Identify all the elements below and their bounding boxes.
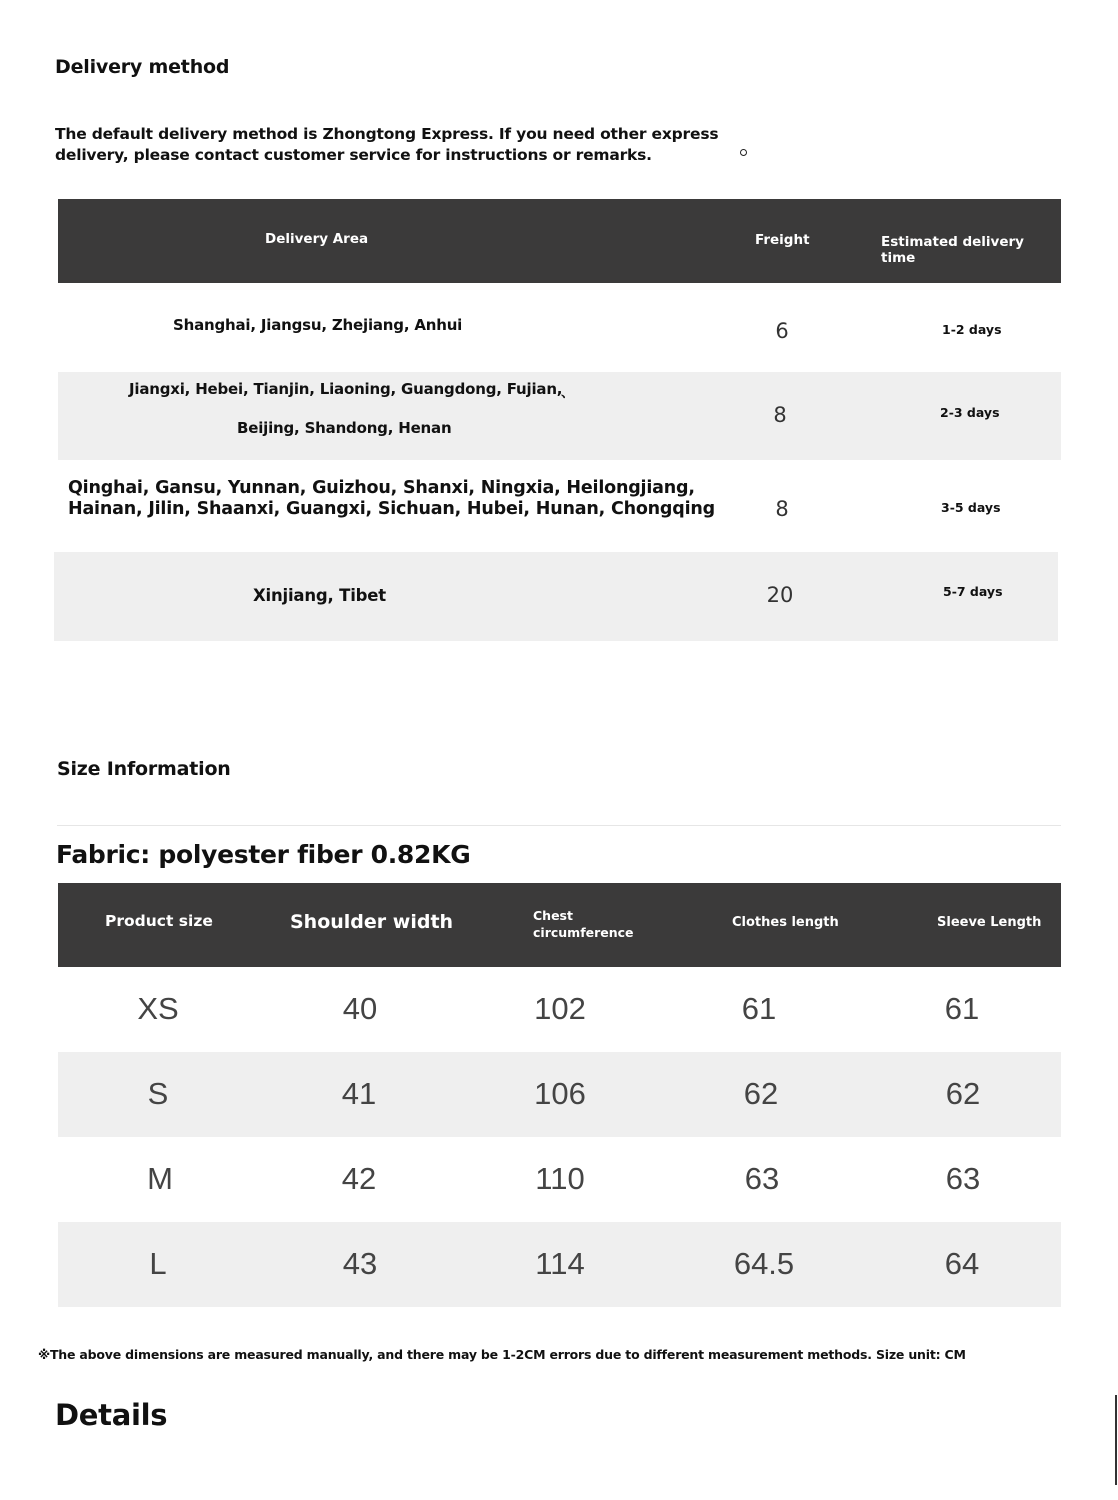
sleeve-value: 61 — [944, 991, 980, 1026]
delivery-time: 2-3 days — [940, 405, 1000, 420]
size-table-header — [58, 883, 1061, 967]
sleeve-value: 62 — [945, 1076, 981, 1111]
delivery-time: 1-2 days — [942, 322, 1002, 337]
header-product-size: Product size — [105, 912, 213, 930]
delivery-row — [58, 283, 1061, 372]
delivery-area-line2: Beijing, Shandong, Henan — [237, 419, 452, 437]
freight-value: 8 — [775, 497, 789, 521]
delivery-time: 5-7 days — [943, 584, 1003, 599]
size-row — [58, 1052, 1061, 1137]
small-circle-mark — [740, 149, 747, 156]
chest-value: 110 — [535, 1161, 585, 1196]
shoulder-value: 42 — [341, 1161, 377, 1196]
shoulder-value: 40 — [342, 991, 378, 1026]
delivery-area: Xinjiang, Tibet — [253, 586, 386, 605]
chest-value: 106 — [534, 1076, 586, 1111]
shoulder-value: 43 — [342, 1246, 378, 1281]
delivery-area-line1: Jiangxi, Hebei, Tianjin, Liaoning, Guangdong, Fujian, — [129, 380, 563, 398]
delivery-row — [58, 460, 1061, 552]
header-chest-line2: circumference — [533, 925, 634, 940]
freight-value: 8 — [773, 403, 787, 427]
size-value: S — [147, 1076, 169, 1111]
fabric-info: Fabric: polyester fiber 0.82KG — [56, 840, 471, 869]
delivery-time: 3-5 days — [941, 500, 1001, 515]
size-value: M — [147, 1161, 173, 1196]
header-freight: Freight — [755, 232, 810, 248]
size-row — [58, 967, 1061, 1052]
delivery-row — [54, 552, 1058, 641]
size-value: L — [149, 1246, 167, 1281]
divider — [57, 825, 1061, 826]
size-row — [58, 1222, 1061, 1307]
delivery-area-line2: Hainan, Jilin, Shaanxi, Guangxi, Sichuan, Hubei, Hunan, Chongqing — [68, 499, 715, 519]
length-value: 63 — [744, 1161, 780, 1196]
delivery-area: Shanghai, Jiangsu, Zhejiang, Anhui — [173, 316, 463, 334]
length-value: 64.5 — [733, 1246, 795, 1281]
delivery-notice: The default delivery method is Zhongtong Express. If you need other express delivery, please contact customer service for instructions or remarks. — [55, 125, 719, 164]
length-value: 62 — [743, 1076, 779, 1111]
delivery-method-heading: Delivery method — [55, 56, 230, 78]
size-information-heading: Size Information — [57, 758, 231, 780]
size-value: XS — [137, 991, 179, 1026]
header-sleeve-length: Sleeve Length — [937, 915, 1042, 930]
length-value: 61 — [741, 991, 777, 1026]
edge-divider — [1115, 1395, 1117, 1485]
measurement-footnote: ※The above dimensions are measured manually, and there may be 1-2CM errors due to different measurement methods. Size unit: CM — [38, 1347, 966, 1362]
header-chest-line1: Chest — [533, 908, 573, 923]
chest-value: 114 — [535, 1246, 585, 1281]
header-clothes-length: Clothes length — [732, 915, 839, 930]
chest-value: 102 — [534, 991, 586, 1026]
delivery-table-header — [58, 199, 1061, 283]
header-estimated-time: Estimated delivery time — [881, 234, 1024, 266]
delivery-row — [58, 372, 1061, 460]
sleeve-value: 64 — [944, 1246, 980, 1281]
freight-value: 6 — [775, 319, 789, 343]
delivery-area-line1: Qinghai, Gansu, Yunnan, Guizhou, Shanxi, Ningxia, Heilongjiang, — [68, 478, 695, 498]
freight-value: 20 — [766, 583, 794, 607]
header-shoulder-width: Shoulder width — [290, 911, 454, 933]
header-delivery-area: Delivery Area — [265, 231, 369, 247]
size-row — [58, 1137, 1061, 1222]
shoulder-value: 41 — [341, 1076, 377, 1111]
sleeve-value: 63 — [945, 1161, 981, 1196]
details-heading: Details — [55, 1398, 168, 1432]
enumeration-mark: 、 — [561, 386, 574, 401]
